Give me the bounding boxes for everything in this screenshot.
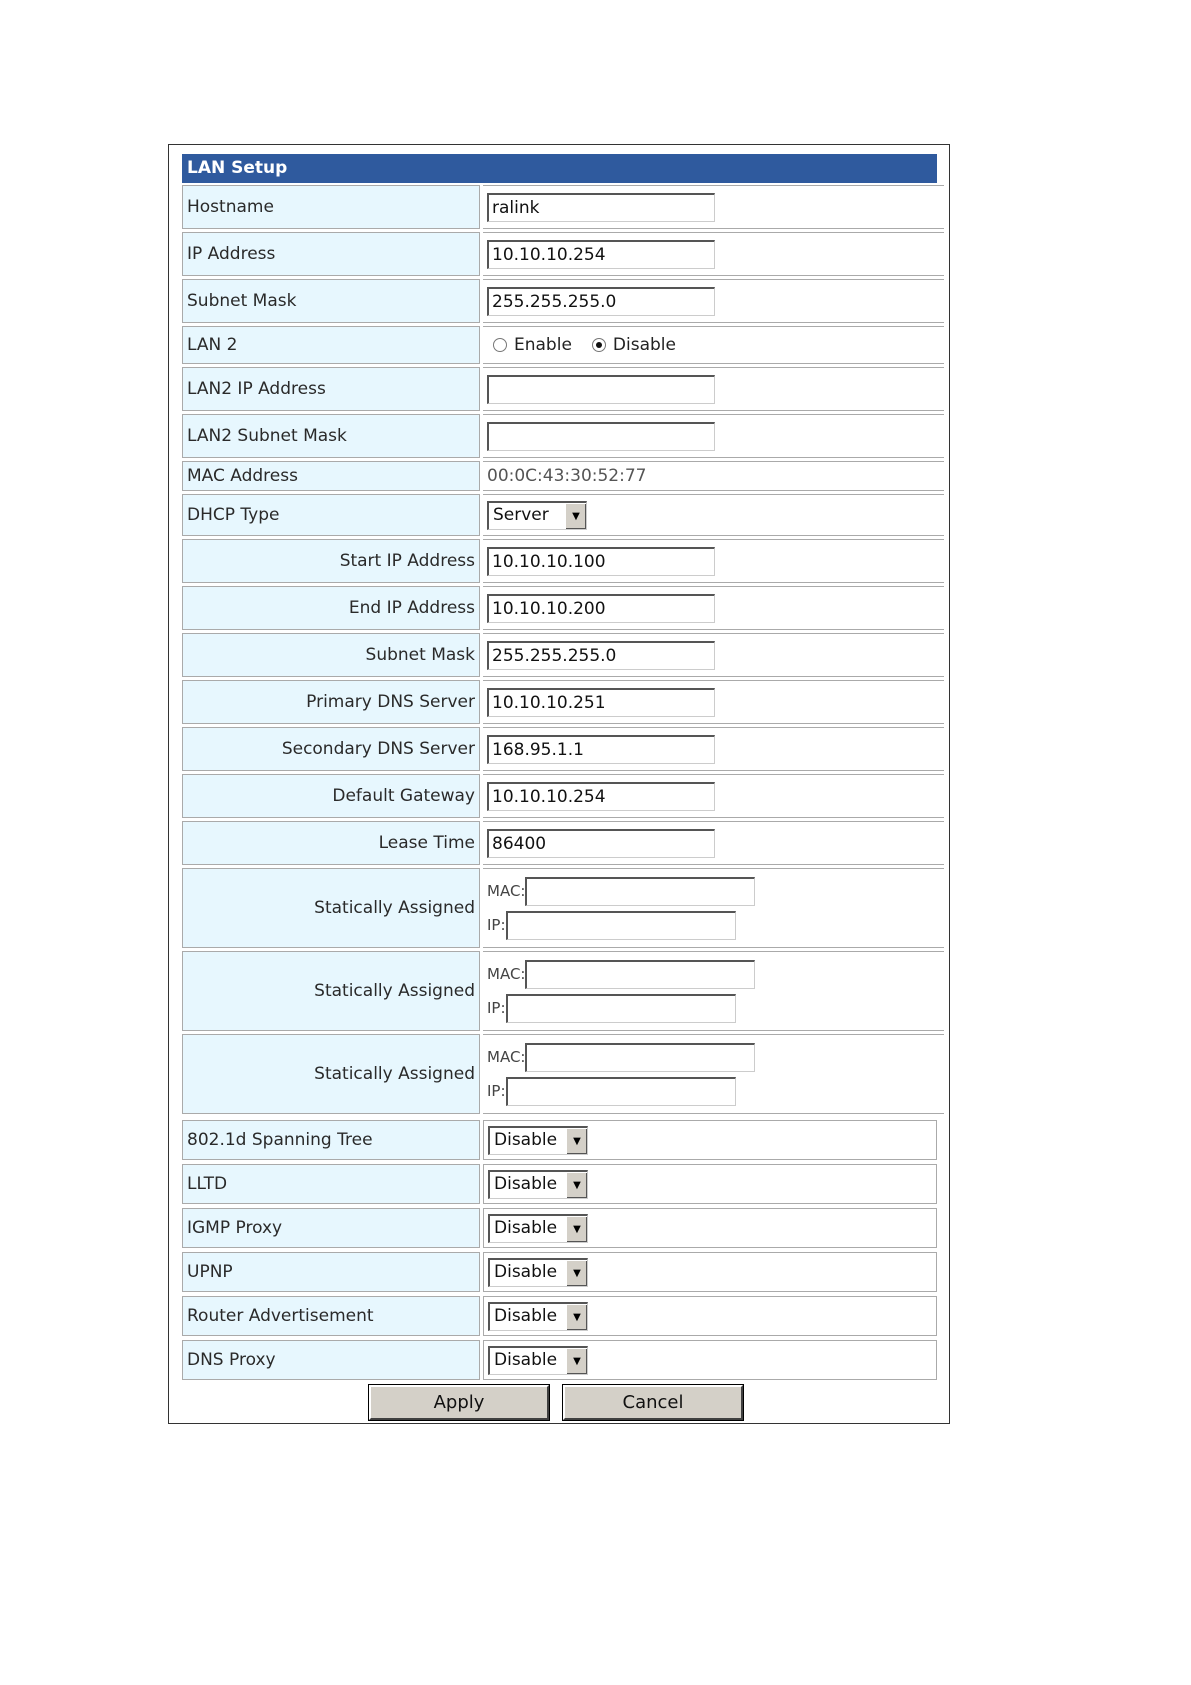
lan2-row [182, 326, 944, 364]
dhcp-mask-row [182, 633, 944, 677]
option-label: UPNP [182, 1252, 480, 1292]
lan2-enable-option[interactable] [487, 335, 572, 355]
hostname-row [182, 185, 944, 229]
mac-row [182, 461, 944, 491]
option-value: Disable [494, 1129, 558, 1150]
static-ip-input[interactable] [506, 994, 736, 1023]
spanning-tree-select[interactable] [488, 1126, 588, 1155]
primary-dns-cell [483, 680, 944, 724]
option-label: Router Advertisement [182, 1296, 480, 1336]
primary-dns-input[interactable]: 10.10.10.251 [487, 688, 715, 717]
subnet-mask-row [182, 279, 944, 323]
lan2-label: LAN 2 [182, 326, 480, 364]
static-assign-label: Statically Assigned [182, 868, 480, 948]
chevron-down-icon: ▼ [565, 503, 586, 529]
lan-setup-panel [168, 144, 950, 1424]
static-ip-line [487, 908, 736, 942]
static-assign-cell [483, 1034, 944, 1114]
lan2-mask-input[interactable] [487, 422, 715, 451]
option-cell [483, 1252, 937, 1292]
secondary-dns-label: Secondary DNS Server [182, 727, 480, 771]
router-advertisement-select[interactable] [488, 1302, 588, 1331]
mac-label: MAC Address [182, 461, 480, 491]
lltd-select[interactable] [488, 1170, 588, 1199]
static-assign-label: Statically Assigned [182, 951, 480, 1031]
secondary-dns-row [182, 727, 944, 771]
ip-address-label: IP Address [182, 232, 480, 276]
primary-dns-row [182, 680, 944, 724]
lan2-enable-radio[interactable] [493, 338, 507, 352]
mac-value: 00:0C:43:30:52:77 [483, 461, 944, 491]
start-ip-input[interactable]: 10.10.10.100 [487, 547, 715, 576]
option-value: Disable [494, 1349, 558, 1370]
lan2-ip-label: LAN2 IP Address [182, 367, 480, 411]
subnet-mask-input[interactable]: 255.255.255.0 [487, 287, 715, 316]
dhcp-mask-input[interactable]: 255.255.255.0 [487, 641, 715, 670]
option-value: Disable [494, 1217, 558, 1238]
option-row-lltd [182, 1164, 937, 1204]
end-ip-label: End IP Address [182, 586, 480, 630]
option-row-spanning-tree [182, 1120, 937, 1160]
secondary-dns-cell [483, 727, 944, 771]
start-ip-cell [483, 539, 944, 583]
chevron-down-icon: ▼ [566, 1216, 587, 1242]
lease-time-label: Lease Time [182, 821, 480, 865]
upnp-select[interactable] [488, 1258, 588, 1287]
subnet-mask-label: Subnet Mask [182, 279, 480, 323]
option-row-router-adv [182, 1296, 937, 1336]
dhcp-type-cell [483, 494, 944, 536]
option-cell [483, 1120, 937, 1160]
ip-address-cell [483, 232, 944, 276]
gateway-row [182, 774, 944, 818]
option-cell [483, 1164, 937, 1204]
lan2-ip-input[interactable] [487, 375, 715, 404]
static-mac-label: MAC: [487, 882, 526, 900]
static-assign-row-2 [182, 951, 944, 1031]
igmp-proxy-select[interactable] [488, 1214, 588, 1243]
lan2-disable-option[interactable] [586, 335, 676, 355]
static-mac-label: MAC: [487, 1048, 526, 1066]
start-ip-row [182, 539, 944, 583]
lan2-disable-label: Disable [612, 335, 676, 355]
option-value: Disable [494, 1305, 558, 1326]
option-row-dns-proxy [182, 1340, 937, 1380]
hostname-input[interactable]: ralink [487, 193, 715, 222]
lan2-disable-radio[interactable] [592, 338, 606, 352]
ip-address-row [182, 232, 944, 276]
option-label: DNS Proxy [182, 1340, 480, 1380]
cancel-button[interactable]: Cancel [563, 1385, 743, 1420]
ip-address-input[interactable]: 10.10.10.254 [487, 240, 715, 269]
static-ip-label: IP: [487, 999, 506, 1017]
subnet-mask-cell [483, 279, 944, 323]
button-bar [169, 1385, 951, 1420]
chevron-down-icon: ▼ [566, 1304, 587, 1330]
lan2-mask-row [182, 414, 944, 458]
dhcp-mask-label: Subnet Mask [182, 633, 480, 677]
lease-time-input[interactable]: 86400 [487, 829, 715, 858]
chevron-down-icon: ▼ [566, 1260, 587, 1286]
static-assign-cell [483, 951, 944, 1031]
primary-dns-label: Primary DNS Server [182, 680, 480, 724]
hostname-label: Hostname [182, 185, 480, 229]
option-label: 802.1d Spanning Tree [182, 1120, 480, 1160]
static-ip-label: IP: [487, 1082, 506, 1100]
option-row-igmp [182, 1208, 937, 1248]
end-ip-cell [483, 586, 944, 630]
chevron-down-icon: ▼ [566, 1128, 587, 1154]
lan2-ip-cell [483, 367, 944, 411]
static-assign-row-3 [182, 1034, 944, 1114]
chevron-down-icon: ▼ [566, 1172, 587, 1198]
chevron-down-icon: ▼ [566, 1348, 587, 1374]
end-ip-input[interactable]: 10.10.10.200 [487, 594, 715, 623]
lan2-cell [483, 326, 944, 364]
end-ip-row [182, 586, 944, 630]
static-assign-cell [483, 868, 944, 948]
static-assign-label: Statically Assigned [182, 1034, 480, 1114]
static-ip-input[interactable] [506, 1077, 736, 1106]
dhcp-type-select[interactable] [487, 501, 587, 530]
static-mac-label: MAC: [487, 965, 526, 983]
dhcp-type-label: DHCP Type [182, 494, 480, 536]
static-mac-input[interactable] [525, 877, 755, 906]
dhcp-mask-cell [483, 633, 944, 677]
gateway-cell [483, 774, 944, 818]
static-mac-input[interactable] [525, 1043, 755, 1072]
dhcp-type-row [182, 494, 944, 536]
static-ip-label: IP: [487, 916, 506, 934]
static-mac-line [487, 1040, 755, 1074]
static-ip-line [487, 1074, 736, 1108]
option-value: Disable [494, 1261, 558, 1282]
lan2-mask-cell [483, 414, 944, 458]
static-mac-line [487, 874, 755, 908]
option-label: LLTD [182, 1164, 480, 1204]
static-ip-line [487, 991, 736, 1025]
lan2-mask-label: LAN2 Subnet Mask [182, 414, 480, 458]
option-label: IGMP Proxy [182, 1208, 480, 1248]
apply-button[interactable]: Apply [369, 1385, 549, 1420]
dns-proxy-select[interactable] [488, 1346, 588, 1375]
lan2-enable-label: Enable [514, 335, 572, 355]
static-assign-row-1 [182, 868, 944, 948]
static-ip-input[interactable] [506, 911, 736, 940]
option-cell [483, 1208, 937, 1248]
lan2-ip-row [182, 367, 944, 411]
start-ip-label: Start IP Address [182, 539, 480, 583]
option-cell [483, 1340, 937, 1380]
option-value: Disable [494, 1173, 558, 1194]
static-mac-line [487, 957, 755, 991]
gateway-input[interactable]: 10.10.10.254 [487, 782, 715, 811]
static-mac-input[interactable] [525, 960, 755, 989]
panel-title: LAN Setup [182, 154, 937, 183]
secondary-dns-input[interactable]: 168.95.1.1 [487, 735, 715, 764]
lease-time-row [182, 821, 944, 865]
option-cell [483, 1296, 937, 1336]
hostname-cell [483, 185, 944, 229]
gateway-label: Default Gateway [182, 774, 480, 818]
option-row-upnp [182, 1252, 937, 1292]
lease-time-cell [483, 821, 944, 865]
dhcp-type-value: Server [493, 504, 549, 525]
